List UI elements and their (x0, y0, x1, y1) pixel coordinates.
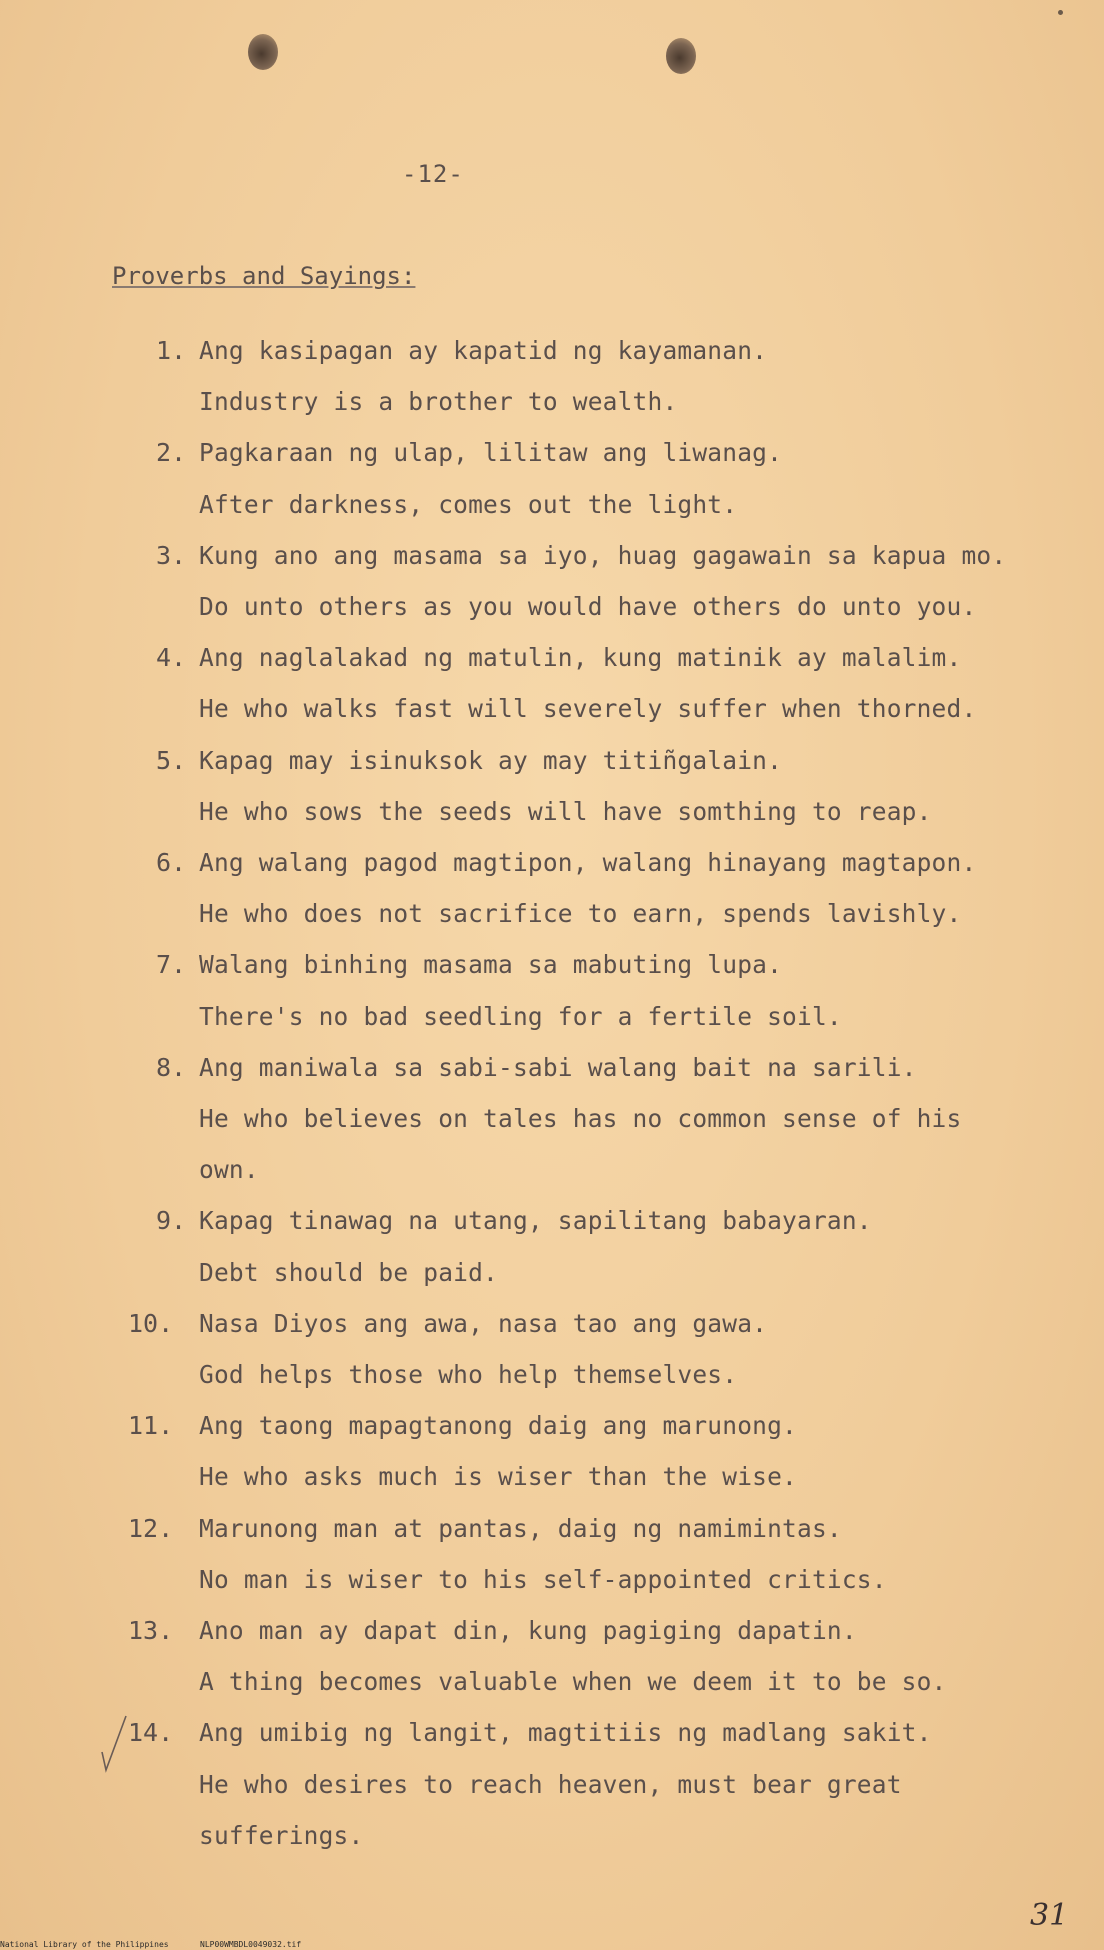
proverb-english: He who does not sacrifice to earn, spends lavishly. (199, 899, 962, 929)
punch-hole (666, 38, 696, 74)
proverb-tagalog: Kapag may isinuksok ay may titiñgalain. (199, 745, 783, 775)
proverb-english: He who walks fast will severely suffer when thorned. (199, 694, 977, 724)
proverb-tagalog: Ang naglalakad ng matulin, kung matinik ay malalim. (199, 643, 962, 673)
proverb-number: 4. (156, 643, 187, 673)
proverb-english: He who believes on tales has no common sense of his (199, 1104, 962, 1133)
proverb-tagalog: Kung ano ang masama sa iyo, huag gagawain sa kapua mo. (199, 540, 1007, 570)
proverb-number: 13. (128, 1616, 174, 1645)
proverb-number: 2. (156, 438, 187, 468)
proverb-number: 7. (156, 950, 187, 980)
section-heading: Proverbs and Sayings: (112, 262, 416, 290)
proverb-english: Debt should be paid. (199, 1257, 499, 1287)
proverb-english: He who sows the seeds will have somthing to reap. (199, 796, 932, 826)
proverb-number: 6. (156, 848, 187, 877)
proverb-tagalog: Walang binhing masama sa mabuting lupa. (199, 950, 783, 980)
proverb-number: 11. (128, 1411, 174, 1441)
proverb-number: 1. (156, 336, 187, 365)
proverb-number: 14. (128, 1718, 174, 1748)
proverb-number: 12. (128, 1513, 174, 1543)
proverb-english: After darkness, comes out the light. (199, 489, 738, 519)
proverb-number: 10. (128, 1308, 174, 1338)
proverb-tagalog: Marunong man at pantas, daig ng namimintas. (199, 1513, 842, 1543)
scan-footer (0, 1940, 302, 1949)
handwritten-check-mark (98, 1712, 128, 1776)
proverb-english: A thing becomes valuable when we deem it to be so. (199, 1667, 947, 1697)
proverb-number: 9. (156, 1206, 187, 1236)
paper-speck (1058, 10, 1063, 15)
proverb-english: He who asks much is wiser than the wise. (199, 1462, 798, 1492)
proverb-number: 3. (156, 540, 187, 570)
proverb-tagalog: Kapag tinawag na utang, sapilitang babayaran. (199, 1206, 872, 1236)
proverb-tagalog: Ang walang pagod magtipon, walang hinayang magtapon. (199, 848, 977, 877)
handwritten-page-mark: 31 (1030, 1898, 1069, 1933)
proverb-tagalog: Nasa Diyos ang awa, nasa tao ang gawa. (199, 1308, 768, 1338)
footer-library: National Library of the Philippines (0, 1940, 169, 1949)
proverb-tagalog: Ang maniwala sa sabi-sabi walang bait na sarili. (199, 1052, 917, 1082)
proverb-english: God helps those who help themselves. (199, 1360, 738, 1389)
proverb-tagalog: Ang umibig ng langit, magtitiis ng madlang sakit. (199, 1718, 932, 1748)
proverb-tagalog: Ano man ay dapat din, kung pagiging dapatin. (199, 1616, 857, 1645)
proverb-number: 8. (156, 1052, 187, 1082)
proverb-english: own. (199, 1155, 259, 1185)
proverb-english: Do unto others as you would have others do unto you. (199, 592, 977, 621)
punch-hole (248, 34, 278, 70)
proverb-number: 5. (156, 745, 187, 775)
page-number: -12- (402, 160, 464, 188)
proverb-english: No man is wiser to his self-appointed critics. (199, 1564, 887, 1594)
proverb-tagalog: Ang taong mapagtanong daig ang marunong. (199, 1411, 798, 1441)
proverb-english: There's no bad seedling for a fertile soil. (199, 1001, 842, 1031)
proverb-english: sufferings. (199, 1820, 364, 1850)
proverb-english: He who desires to reach heaven, must bear great (199, 1769, 902, 1799)
footer-file: NLP00WMBDL0049032.tif (200, 1940, 302, 1949)
proverb-english: Industry is a brother to wealth. (199, 387, 678, 417)
proverb-tagalog: Pagkaraan ng ulap, lilitaw ang liwanag. (199, 438, 783, 468)
proverb-tagalog: Ang kasipagan ay kapatid ng kayamanan. (199, 336, 768, 365)
